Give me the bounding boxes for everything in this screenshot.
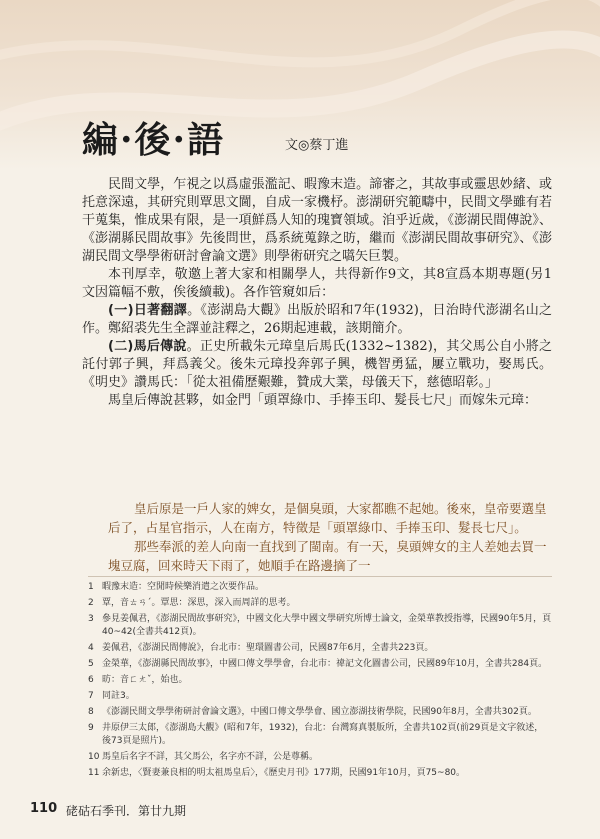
footnote-number: 3 <box>88 614 94 624</box>
footnote-divider <box>88 576 552 577</box>
footnote-text: 井原伊三太郎，《澎湖島大觀》(昭和7年，1932)，台北：台灣寫真製版所，全書共102頁(前29頁是文字敘述，後73頁是照片)。 <box>102 723 544 746</box>
section-two <box>82 338 552 392</box>
page-title: 編·後·語 <box>82 119 226 161</box>
footnote-text: 暇豫末造：空閒時候樂消遣之次要作品。 <box>102 582 265 592</box>
footnote-item <box>88 597 552 610</box>
footnotes <box>88 581 552 783</box>
footnote-number: 10 <box>88 752 100 762</box>
footnote-item <box>88 722 552 748</box>
paragraph: 本刊厚幸，敬邀上著大家和相關學人，共得新作9文，其8宣爲本期專題(另1文因篇幅不敷，俟後續載)。各作管窺如后： <box>82 267 552 300</box>
footnote-number: 1 <box>88 582 94 592</box>
section-text: 。《澎湖島大觀》出版於昭和7年(1932)，日治時代澎湖名山之作。鄭紹裘先生全譯並註釋之，26期起連載，該期簡介。 <box>82 303 553 336</box>
footnote-item <box>88 767 552 780</box>
footnote-item <box>88 613 552 639</box>
section-label: (二)馬后傳說 <box>108 339 187 354</box>
footnote-item <box>88 581 552 594</box>
footnote-number: 2 <box>88 598 94 608</box>
journal-name: 硓𥑮石季刊．第廿九期 <box>66 804 187 818</box>
footnote-item <box>88 642 552 655</box>
footnote-text: 金榮華，《澎湖縣民間故事》，中國口傳文學學會，台北市：禕記文化圖書公司，民國89年10月，全書共284頁。 <box>102 659 548 669</box>
footnote-item <box>88 658 552 671</box>
footnote-item <box>88 751 552 764</box>
footnote-number: 5 <box>88 659 94 669</box>
footnote-text: 覃，音ㄊㄢˊ。覃思：深思，深入而周詳的思考。 <box>102 598 296 608</box>
article-body <box>82 176 552 410</box>
footnote-text: 余新忠，〈賢妻兼良相的明太祖馬皇后〉，《歷史月刊》177期，民國91年10月，頁75~80。 <box>102 768 466 778</box>
footnote-number: 6 <box>88 675 94 685</box>
quote-paragraph: 那些奉派的差人向南一直找到了閩南。有一天，臭頭婢女的主人差她去買一塊豆腐，回來時天下雨了，她順手在路邊摘了一 <box>108 539 547 573</box>
footnote-item <box>88 674 552 687</box>
footnote-number: 7 <box>88 691 94 701</box>
section-label: (一)日著翻譯 <box>108 303 188 318</box>
footnote-text: 姜佩君，《澎湖民間傳說》，台北市：聖環圖書公司，民國87年6月，全書共223頁。 <box>102 643 434 653</box>
footnote-text: 馬皇后名字不詳，其父馬公，名字亦不詳，公是尊稱。 <box>102 752 319 762</box>
quote-paragraph: 皇后原是一戶人家的婢女，是個臭頭，大家都瞧不起她。後來，皇帝要選皇后了，占星官指示，人在南方，特徵是「頭罩綠巾、手捧玉印、髮長七尺」。 <box>108 501 547 535</box>
footnote-text: 同註3。 <box>102 691 135 701</box>
footnote-text: 《澎湖民間文學學術研討會論文選》，中國口傳文學學會、國立澎湖技術學院，民國90年8月，全書共302頁。 <box>102 707 537 717</box>
footnote-number: 4 <box>88 643 94 653</box>
author-byline: 文◎蔡丁進 <box>285 138 349 153</box>
footnote-item <box>88 706 552 719</box>
paragraph: 民間文學，乍視之以爲虛張濫記、暇豫末造。諦審之，其故事或靈思妙緒、或托意深遠，其研究則覃思文閫，自成一家機杼。澎湖研究範疇中，民間文學雖有若干蒐集，惟成果有限，是一項鮮爲人知的瑰寶領域。洎乎近歲，《澎湖民間傳說》、《澎湖縣民間故事》先後問世，爲系統蒐錄之昉，繼而《澎湖民間故事研究》、《澎湖民間文學學術研討會論文選》則學術研究之嚆矢巨製。 <box>82 177 552 264</box>
footnote-number: 8 <box>88 707 94 717</box>
section-one <box>82 302 552 338</box>
footnote-number: 11 <box>88 768 100 778</box>
paragraph: 馬皇后傳說甚夥，如金門「頭罩綠巾、手捧玉印、髮長七尺」而嫁朱元璋： <box>108 393 538 408</box>
footnote-item <box>88 690 552 703</box>
footnote-number: 9 <box>88 723 94 733</box>
page-number: 110 <box>30 801 58 816</box>
block-quote <box>108 499 552 575</box>
section-text: 。正史所載朱元璋皇后馬氏(1332~1382)，其父馬公自小將之託付郭子興，拜爲義父。後朱元璋投奔郭子興，機智勇猛，屢立戰功，娶馬氏。《明史》讚馬氏：「從太祖備歷艱難，贊成大業，母儀天下，慈德昭彰。」 <box>82 339 552 390</box>
footnote-text: 昉：音ㄈㄤˇ，始也。 <box>102 675 188 685</box>
footnote-text: 參見姜佩君，《澎湖民間故事研究》，中國文化大學中國文學研究所博士論文，金榮華教授指導，民國90年5月，頁40~42(全書共412頁)。 <box>102 614 552 637</box>
